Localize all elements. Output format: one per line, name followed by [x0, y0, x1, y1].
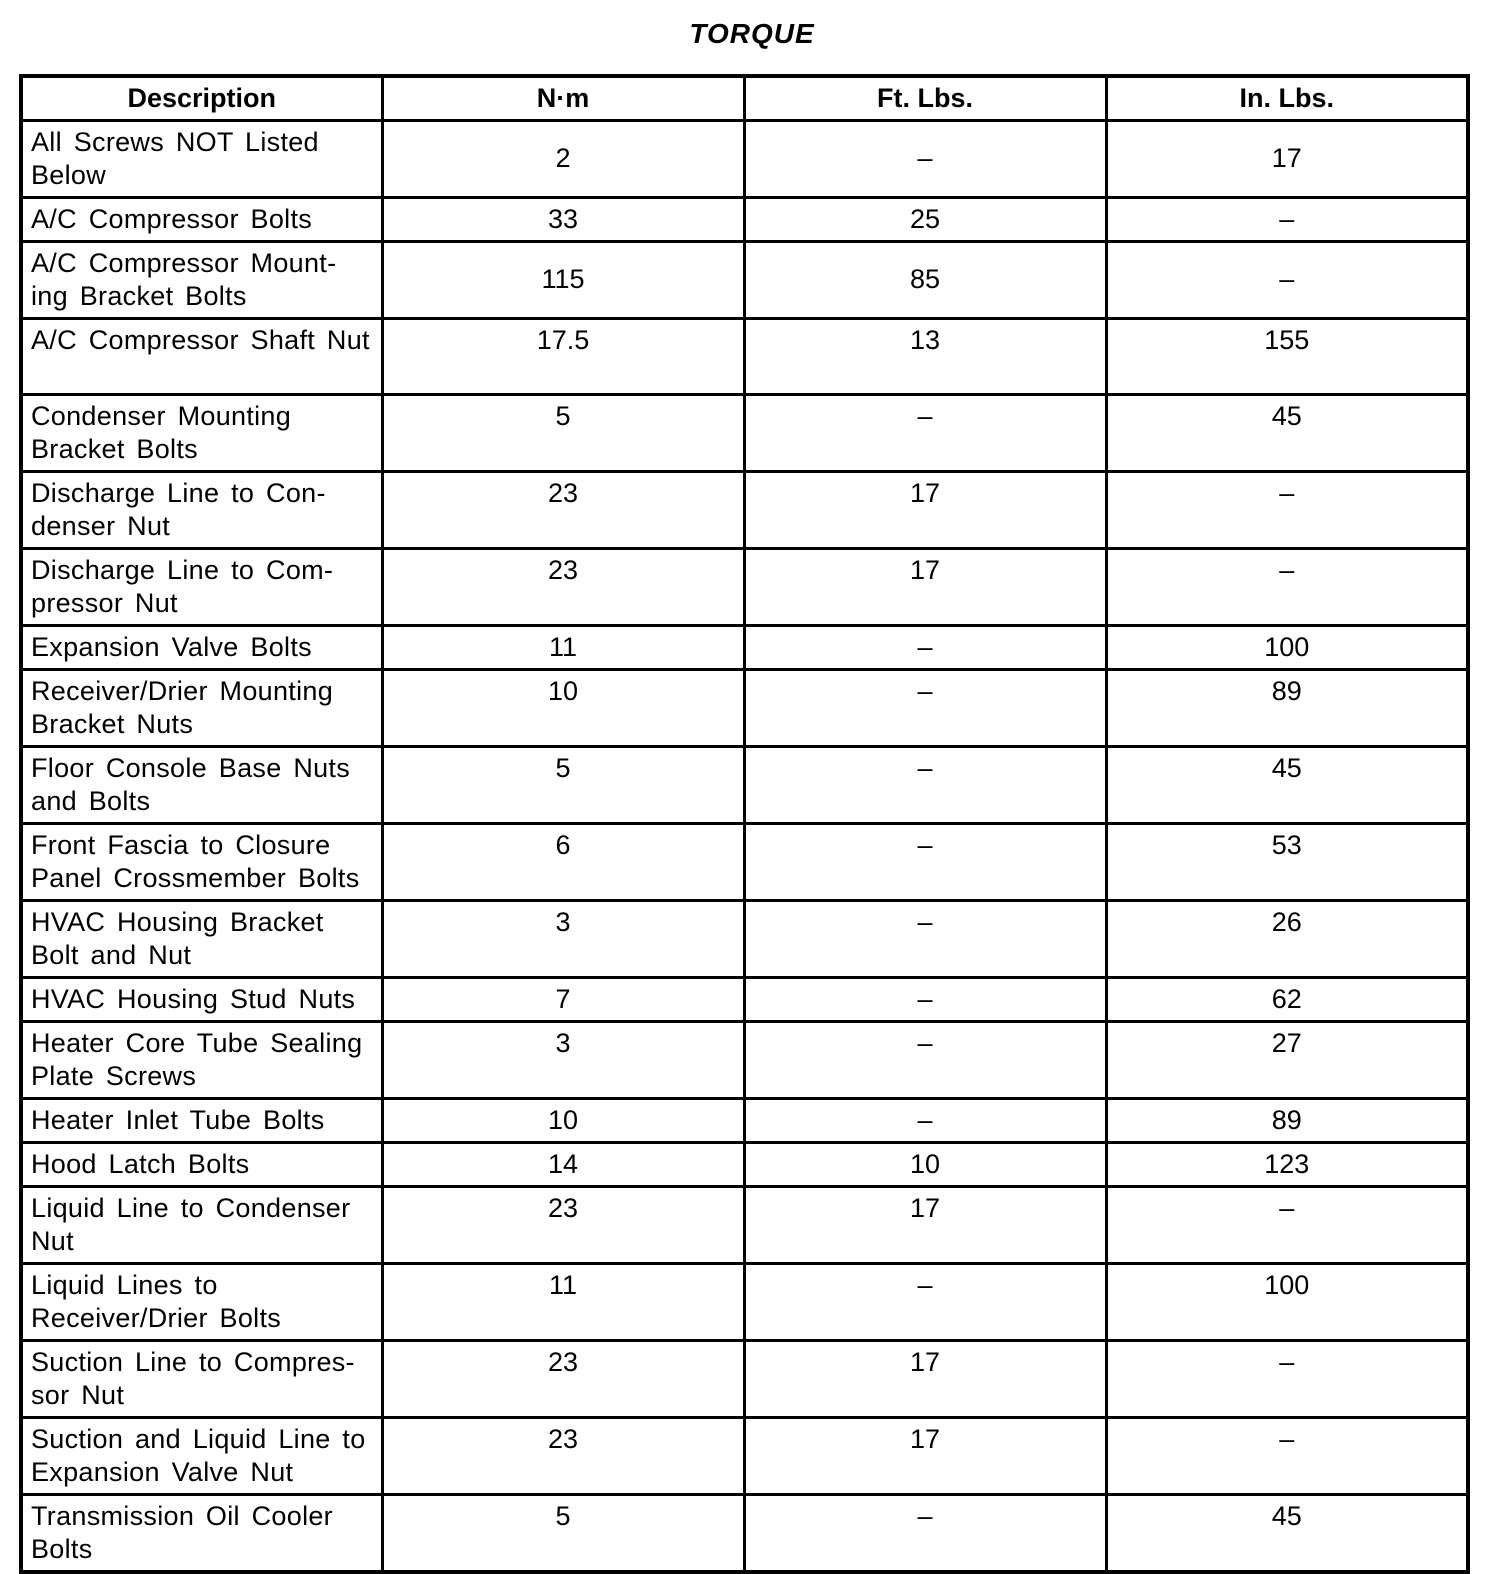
cell-in-lbs: –	[1106, 471, 1468, 548]
cell-in-lbs: 89	[1106, 669, 1468, 746]
table-row	[21, 471, 1468, 548]
cell-in-lbs: 62	[1106, 977, 1468, 1021]
cell-ft-lbs: 25	[744, 197, 1106, 241]
cell-nm: 14	[382, 1142, 744, 1186]
cell-description: Receiver/Drier Mounting Bracket Nuts	[21, 669, 382, 746]
table-row	[21, 1494, 1468, 1572]
cell-description: Heater Core Tube Sealing Plate Screws	[21, 1021, 382, 1098]
cell-in-lbs: 45	[1106, 1494, 1468, 1572]
cell-description: A/C Compressor Mount-ing Bracket Bolts	[21, 241, 382, 318]
table-row	[21, 823, 1468, 900]
cell-ft-lbs: 17	[744, 1417, 1106, 1494]
cell-ft-lbs: –	[744, 669, 1106, 746]
cell-description: A/C Compressor Bolts	[21, 197, 382, 241]
table-row	[21, 120, 1468, 197]
cell-description: HVAC Housing Bracket Bolt and Nut	[21, 900, 382, 977]
cell-ft-lbs: –	[744, 1021, 1106, 1098]
cell-description: Discharge Line to Com-pressor Nut	[21, 548, 382, 625]
table-row	[21, 669, 1468, 746]
table-row	[21, 394, 1468, 471]
table-header-row	[21, 76, 1468, 120]
table-row	[21, 548, 1468, 625]
header-nm: N·m	[382, 76, 744, 120]
cell-description: Liquid Line to Condenser Nut	[21, 1186, 382, 1263]
cell-description: Discharge Line to Con-denser Nut	[21, 471, 382, 548]
cell-in-lbs: 155	[1106, 318, 1468, 394]
cell-description: Suction Line to Compres-sor Nut	[21, 1340, 382, 1417]
cell-ft-lbs: 17	[744, 471, 1106, 548]
cell-nm: 115	[382, 241, 744, 318]
cell-ft-lbs: –	[744, 625, 1106, 669]
cell-description: Hood Latch Bolts	[21, 1142, 382, 1186]
cell-description: Front Fascia to Closure Panel Crossmember Bolts	[21, 823, 382, 900]
cell-description: Floor Console Base Nuts and Bolts	[21, 746, 382, 823]
cell-nm: 5	[382, 746, 744, 823]
cell-in-lbs: 45	[1106, 394, 1468, 471]
page-title: TORQUE	[689, 18, 815, 49]
cell-in-lbs: –	[1106, 197, 1468, 241]
cell-ft-lbs: 13	[744, 318, 1106, 394]
cell-in-lbs: 45	[1106, 746, 1468, 823]
table-row	[21, 1021, 1468, 1098]
cell-in-lbs: 26	[1106, 900, 1468, 977]
cell-nm: 2	[382, 120, 744, 197]
cell-description: Transmission Oil Cooler Bolts	[21, 1494, 382, 1572]
cell-nm: 23	[382, 1186, 744, 1263]
cell-ft-lbs: –	[744, 1494, 1106, 1572]
table-row	[21, 197, 1468, 241]
cell-description: Expansion Valve Bolts	[21, 625, 382, 669]
table-row	[21, 1340, 1468, 1417]
cell-in-lbs: 27	[1106, 1021, 1468, 1098]
torque-table	[19, 74, 1470, 1574]
cell-ft-lbs: 85	[744, 241, 1106, 318]
cell-ft-lbs: 17	[744, 548, 1106, 625]
table-row	[21, 1142, 1468, 1186]
cell-ft-lbs: –	[744, 120, 1106, 197]
cell-ft-lbs: –	[744, 746, 1106, 823]
cell-nm: 5	[382, 394, 744, 471]
cell-nm: 23	[382, 548, 744, 625]
cell-in-lbs: 100	[1106, 1263, 1468, 1340]
cell-ft-lbs: 10	[744, 1142, 1106, 1186]
table-row	[21, 900, 1468, 977]
cell-nm: 11	[382, 1263, 744, 1340]
cell-nm: 33	[382, 197, 744, 241]
table-row	[21, 625, 1468, 669]
cell-nm: 23	[382, 1417, 744, 1494]
table-row	[21, 977, 1468, 1021]
cell-nm: 6	[382, 823, 744, 900]
cell-nm: 3	[382, 900, 744, 977]
header-in-lbs: In. Lbs.	[1106, 76, 1468, 120]
table-row	[21, 746, 1468, 823]
cell-in-lbs: 89	[1106, 1098, 1468, 1142]
cell-description: Suction and Liquid Line to Expansion Valve Nut	[21, 1417, 382, 1494]
cell-nm: 5	[382, 1494, 744, 1572]
cell-nm: 10	[382, 669, 744, 746]
cell-ft-lbs: –	[744, 1263, 1106, 1340]
cell-in-lbs: –	[1106, 1186, 1468, 1263]
table-row	[21, 1098, 1468, 1142]
cell-in-lbs: 53	[1106, 823, 1468, 900]
cell-ft-lbs: 17	[744, 1340, 1106, 1417]
cell-ft-lbs: –	[744, 900, 1106, 977]
cell-in-lbs: –	[1106, 1340, 1468, 1417]
cell-in-lbs: –	[1106, 548, 1468, 625]
cell-nm: 7	[382, 977, 744, 1021]
cell-description: All Screws NOT Listed Below	[21, 120, 382, 197]
cell-ft-lbs: –	[744, 977, 1106, 1021]
cell-in-lbs: –	[1106, 241, 1468, 318]
cell-description: Liquid Lines to Receiver/Drier Bolts	[21, 1263, 382, 1340]
table-row	[21, 1186, 1468, 1263]
cell-description: A/C Compressor Shaft Nut	[21, 318, 382, 394]
cell-ft-lbs: –	[744, 394, 1106, 471]
cell-nm: 23	[382, 471, 744, 548]
cell-nm: 17.5	[382, 318, 744, 394]
cell-description: HVAC Housing Stud Nuts	[21, 977, 382, 1021]
cell-ft-lbs: –	[744, 1098, 1106, 1142]
header-ft-lbs: Ft. Lbs.	[744, 76, 1106, 120]
cell-in-lbs: –	[1106, 1417, 1468, 1494]
header-description: Description	[21, 76, 382, 120]
cell-ft-lbs: 17	[744, 1186, 1106, 1263]
table-row	[21, 1263, 1468, 1340]
cell-in-lbs: 100	[1106, 625, 1468, 669]
cell-in-lbs: 17	[1106, 120, 1468, 197]
cell-ft-lbs: –	[744, 823, 1106, 900]
table-row	[21, 1417, 1468, 1494]
cell-nm: 3	[382, 1021, 744, 1098]
cell-description: Condenser Mounting Bracket Bolts	[21, 394, 382, 471]
table-row	[21, 318, 1468, 394]
table-row	[21, 241, 1468, 318]
cell-nm: 11	[382, 625, 744, 669]
cell-nm: 23	[382, 1340, 744, 1417]
cell-description: Heater Inlet Tube Bolts	[21, 1098, 382, 1142]
cell-nm: 10	[382, 1098, 744, 1142]
cell-in-lbs: 123	[1106, 1142, 1468, 1186]
